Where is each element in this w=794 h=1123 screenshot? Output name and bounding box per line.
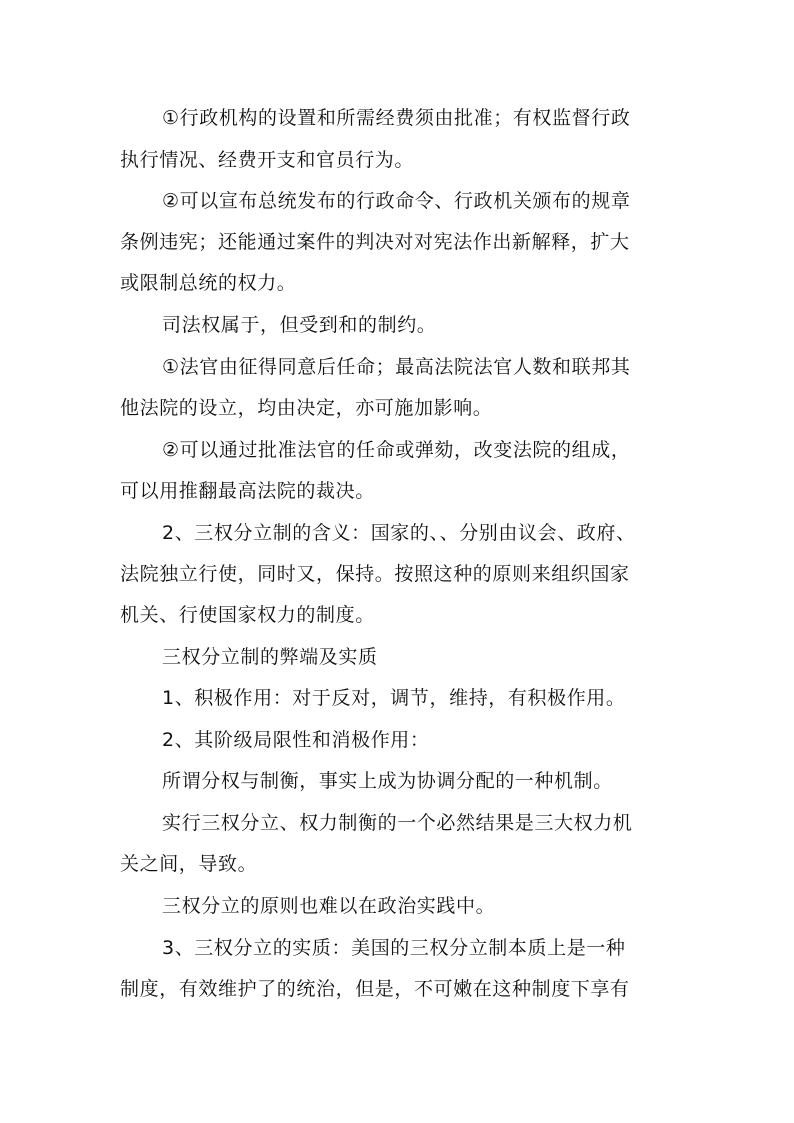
paragraph-line: 三权分立的原则也难以在政治实践中。 xyxy=(162,895,496,917)
paragraph-line: 他法院的设立，均由决定，亦可施加影响。 xyxy=(120,397,493,419)
paragraph-line: 或限制总统的权力。 xyxy=(120,272,297,294)
paragraph-line: 3、三权分立的实质：美国的三权分立制本质上是一种 xyxy=(162,937,626,959)
paragraph-line: 司法权属于，但受到和的制约。 xyxy=(162,314,437,336)
paragraph-line: ①法官由征得同意后任命；最高法院法官人数和联邦其 xyxy=(162,356,631,378)
paragraph-line: 所谓分权与制衡，事实上成为协调分配的一种机制。 xyxy=(162,770,613,792)
paragraph-line: 关之间，导致。 xyxy=(120,853,258,875)
paragraph-line: 实行三权分立、权力制衡的一个必然结果是三大权力机 xyxy=(162,812,633,834)
paragraph-line: 2、其阶级局限性和消极作用： xyxy=(162,729,430,751)
paragraph-line: 执行情况、经费开支和官员行为。 xyxy=(120,149,415,171)
paragraph-line: 制度，有效维护了的统治，但是，不可嫩在这种制度下享有 xyxy=(120,978,630,1000)
paragraph-line: ②可以通过批准法官的任命或弹劾，改变法院的组成， xyxy=(162,439,631,461)
paragraph-line: 2、三权分立制的含义：国家的、、分别由议会、政府、 xyxy=(162,522,636,544)
paragraph-line: 可以用推翻最高法院的裁决。 xyxy=(120,480,375,502)
paragraph-line: ①行政机构的设置和所需经费须由批准；有权监督行政 xyxy=(162,107,631,129)
paragraph-line: 法院独立行使，同时又，保持。按照这种的原则来组织国家 xyxy=(120,563,630,585)
paragraph-line: 1、积极作用：对于反对，调节，维持，有积极作用。 xyxy=(162,687,626,709)
paragraph-line: 机关、行使国家权力的制度。 xyxy=(120,604,375,626)
section-heading: 三权分立制的弊端及实质 xyxy=(162,646,378,668)
paragraph-line: ②可以宣布总统发布的行政命令、行政机关颁布的规章 xyxy=(162,190,631,212)
paragraph-line: 条例违宪；还能通过案件的判决对对宪法作出新解释，扩大 xyxy=(120,231,630,253)
